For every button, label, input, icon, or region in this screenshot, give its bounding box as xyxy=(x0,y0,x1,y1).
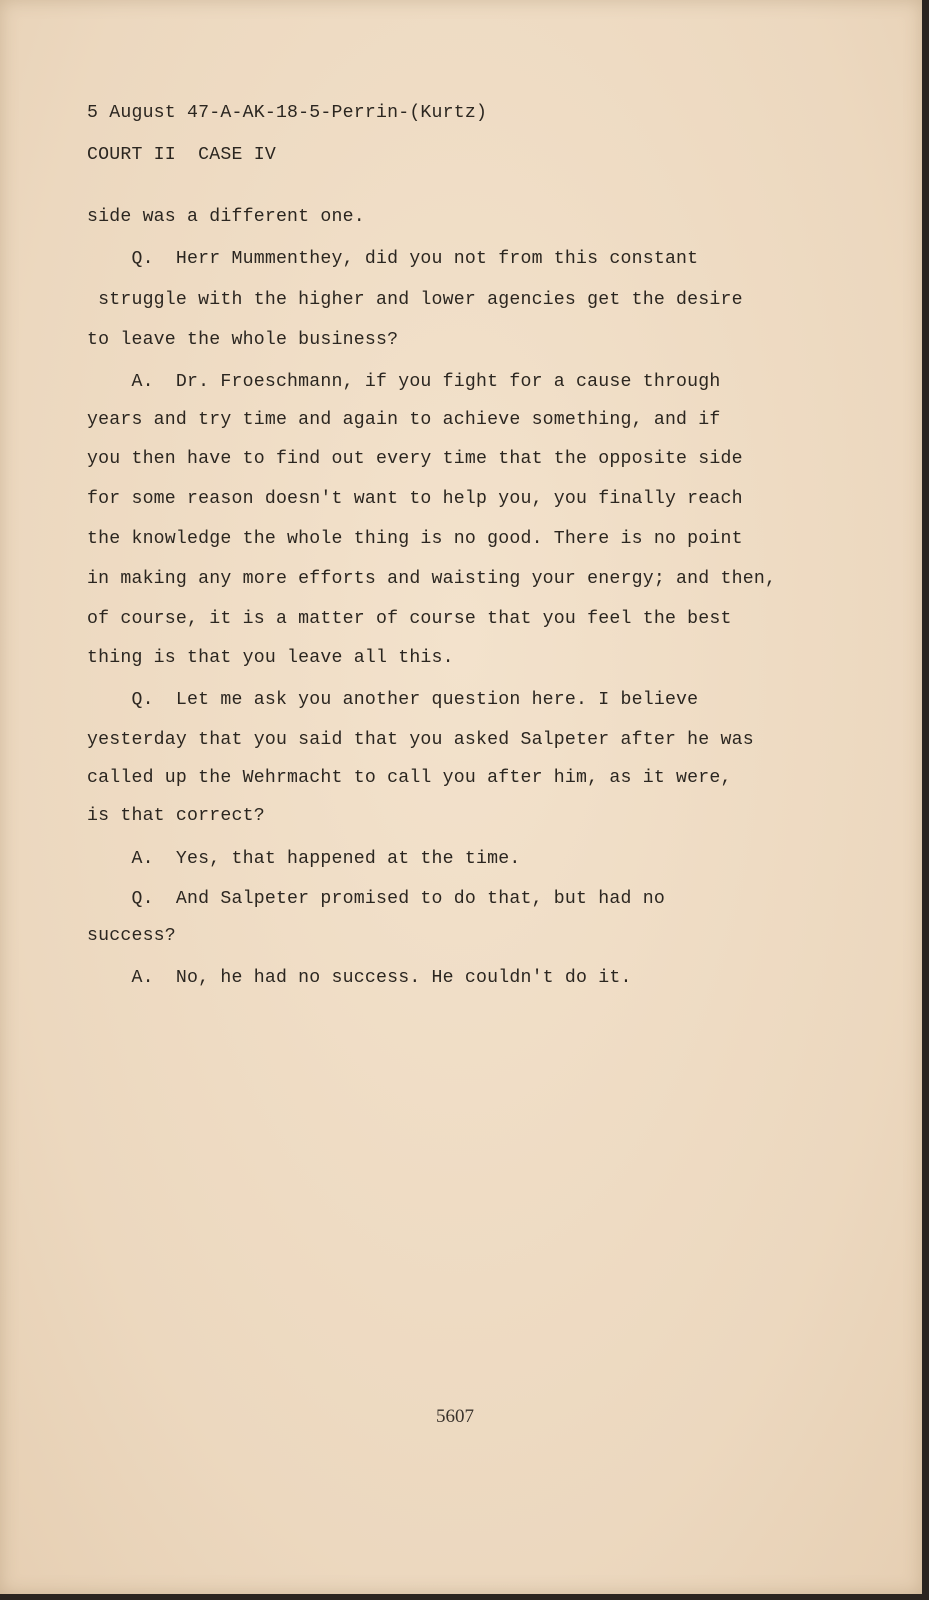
text-line: yesterday that you said that you asked Salpeter after he was xyxy=(87,730,754,750)
text-line: you then have to find out every time that the opposite side xyxy=(87,449,743,469)
text-line: A. Yes, that happened at the time. xyxy=(87,849,521,869)
header-court-case: COURT II CASE IV xyxy=(87,145,276,165)
text-line: side was a different one. xyxy=(87,207,365,227)
page-number: 5607 xyxy=(436,1406,474,1427)
text-line: Q. Let me ask you another question here. I believe xyxy=(87,690,699,710)
text-line: for some reason doesn't want to help you, you finally reach xyxy=(87,489,743,509)
text-line: A. Dr. Froeschmann, if you fight for a cause through xyxy=(87,372,721,392)
text-line: thing is that you leave all this. xyxy=(87,648,454,668)
text-line: called up the Wehrmacht to call you after him, as it were, xyxy=(87,768,732,788)
text-line: Q. Herr Mummenthey, did you not from this constant xyxy=(87,249,699,269)
text-line: of course, it is a matter of course that you feel the best xyxy=(87,609,732,629)
text-line: struggle with the higher and lower agencies get the desire xyxy=(87,290,743,310)
text-line: to leave the whole business? xyxy=(87,330,399,350)
header-reference: 5 August 47-A-AK-18-5-Perrin-(Kurtz) xyxy=(87,103,488,123)
text-line: years and try time and again to achieve something, and if xyxy=(87,410,721,430)
text-line: the knowledge the whole thing is no good. There is no point xyxy=(87,529,743,549)
text-line: A. No, he had no success. He couldn't do it. xyxy=(87,968,632,988)
text-line: Q. And Salpeter promised to do that, but had no xyxy=(87,889,665,909)
text-line: success? xyxy=(87,926,176,946)
text-line: is that correct? xyxy=(87,806,265,826)
text-line: in making any more efforts and waisting your energy; and then, xyxy=(87,569,777,589)
